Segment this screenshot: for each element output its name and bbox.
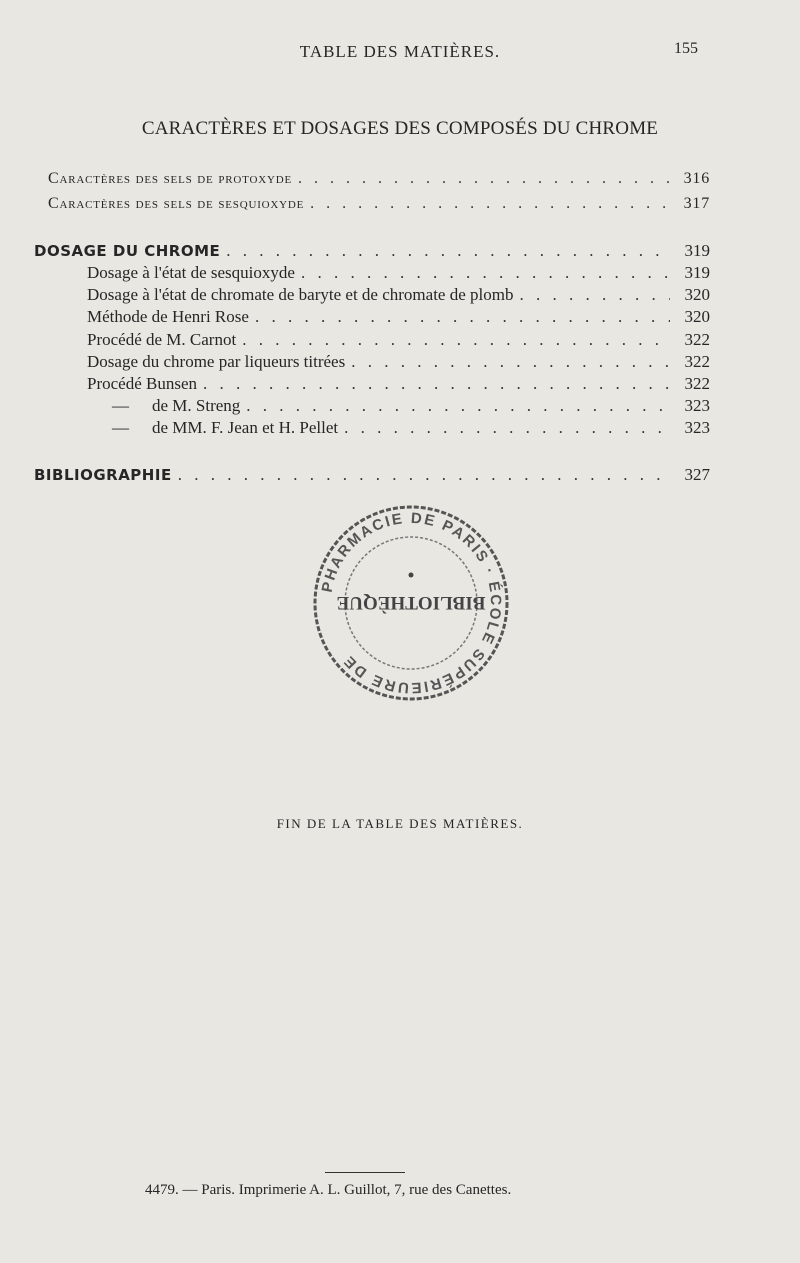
toc-entry <box>48 170 710 188</box>
toc-entry <box>87 330 710 350</box>
toc-entry-page: 323 <box>684 418 710 437</box>
toc-entry <box>87 307 710 327</box>
toc-entry-heading <box>34 465 710 485</box>
toc-entry-label: Méthode de Henri Rose <box>87 307 249 326</box>
toc-entry <box>48 195 710 213</box>
toc-entry <box>87 285 710 305</box>
toc-entry-label: Procédé Bunsen <box>87 374 198 393</box>
toc-entry-label: Dosage à l'état de sesquioxyde <box>87 263 295 282</box>
dot-leader <box>519 285 670 305</box>
toc-entry-label: BIBLIOGRAPHIE <box>34 466 172 484</box>
stamp-center-text: BIBLIOTHÈQUE <box>336 592 486 613</box>
toc-entry <box>112 396 710 416</box>
toc-entry-label: Caractères des sels de sesquioxyde <box>48 195 305 212</box>
toc-entry-page: 319 <box>684 241 710 260</box>
toc-entry-page: 320 <box>684 285 710 304</box>
toc-entry-page: 322 <box>684 374 710 393</box>
toc-entry-label: DOSAGE DU CHROME <box>34 242 221 260</box>
toc-entry-page: 322 <box>684 330 710 349</box>
ditto-dash: — <box>112 418 129 437</box>
toc-entry-page: 327 <box>684 465 710 484</box>
toc-entry-text: de MM. F. Jean et H. Pellet <box>152 418 339 437</box>
dot-leader <box>310 195 670 213</box>
dot-leader <box>351 352 670 372</box>
dot-leader <box>298 170 670 188</box>
toc-entry-page: 322 <box>684 352 710 371</box>
section-title: CARACTÈRES ET DOSAGES DES COMPOSÉS DU CHROME <box>141 118 659 139</box>
toc-entry-page: 320 <box>684 307 710 326</box>
printer-imprint: 4479. — Paris. Imprimerie A. L. Guillot, 7, rue des Canettes. <box>145 1182 512 1198</box>
end-of-contents: FIN DE LA TABLE DES MATIÈRES. <box>276 816 524 831</box>
toc-entry-text: de M. Streng <box>152 396 241 415</box>
dot-leader <box>178 465 670 485</box>
toc-entry-page: 316 <box>683 170 710 187</box>
toc-entry-label <box>112 396 240 416</box>
toc-entry-label: Dosage du chrome par liqueurs titrées <box>87 352 346 371</box>
toc-entry <box>87 352 710 372</box>
toc-entry-page: 319 <box>684 263 710 282</box>
dot-leader <box>301 263 670 283</box>
toc-entry-page: 317 <box>683 195 710 212</box>
dot-leader <box>203 374 670 394</box>
dot-leader <box>246 396 670 416</box>
library-stamp <box>311 503 511 703</box>
running-title: TABLE DES MATIÈRES. <box>299 42 501 61</box>
toc-entry-label: Caractères des sels de protoxyde <box>48 170 292 187</box>
toc-entry-label <box>112 418 338 438</box>
toc-entry <box>87 263 710 283</box>
dot-leader <box>242 330 670 350</box>
stamp-outer-text: PHARMACIE DE PARIS · ÉCOLE SUPÉRIEURE DE <box>318 509 505 697</box>
dot-leader <box>255 307 670 327</box>
dot-leader <box>344 418 670 438</box>
ditto-dash: — <box>112 396 129 415</box>
stamp-dot <box>409 573 414 578</box>
dot-leader <box>226 241 670 261</box>
toc-entry-heading <box>34 241 710 261</box>
toc-entry <box>87 374 710 394</box>
page-number: 155 <box>674 40 698 57</box>
footer-rule <box>325 1172 405 1173</box>
toc-entry-label: Dosage à l'état de chromate de baryte et de chromate de plomb <box>87 285 514 304</box>
toc-entry <box>112 418 710 438</box>
toc-entry-label: Procédé de M. Carnot <box>87 330 237 349</box>
toc-entry-page: 323 <box>684 396 710 415</box>
